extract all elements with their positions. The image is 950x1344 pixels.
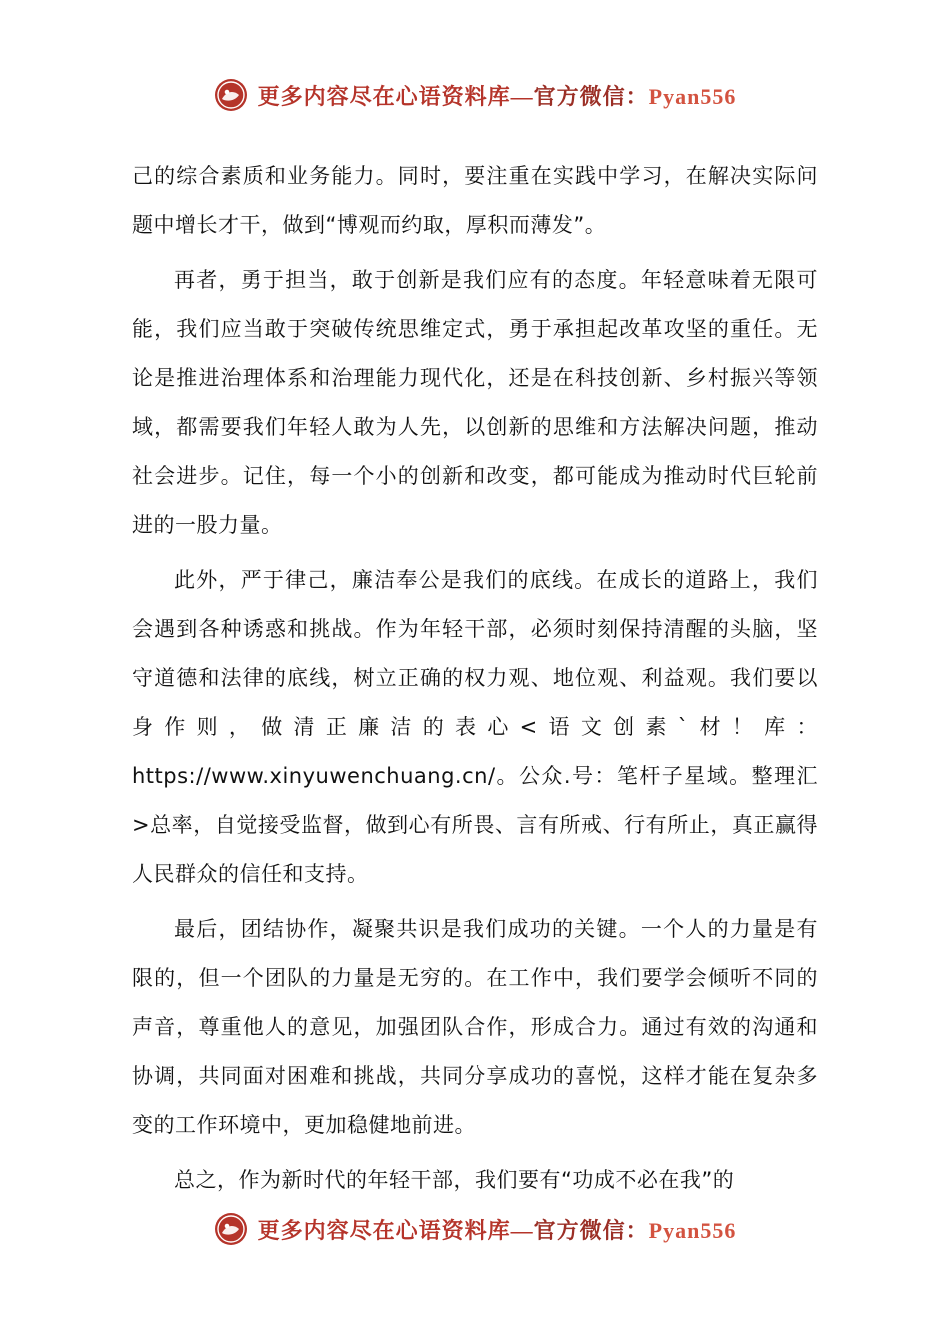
watermark-wechat-id: Pyan556: [648, 83, 737, 109]
paragraph-4: 最后，团结协作，凝聚共识是我们成功的关键。一个人的力量是有限的，但一个团队的力量是无穷的。在工作中，我们要学会倾听不同的声音，尊重他人的意见，加强团队合作，形成合力。通过有效的沟通和协调，共同面对困难和挑战，共同分享成功的喜悦，这样才能在复杂多变的工作环境中，更加稳健地前进。: [132, 917, 818, 1137]
watermark-bottom: [0, 1212, 950, 1246]
watermark-library-text: 更多内容尽在心语资料库—: [257, 83, 534, 109]
watermark-text: [258, 80, 737, 111]
seal-logo-icon: [214, 1212, 248, 1246]
watermark-text: [258, 1214, 737, 1245]
watermark-wechat-label: 官方微信：: [533, 83, 649, 109]
watermark-wechat-label: 官方微信：: [533, 1217, 649, 1243]
watermark-wechat-id: Pyan556: [648, 1217, 737, 1243]
paragraph-2: 再者，勇于担当，敢于创新是我们应有的态度。年轻意味着无限可能，我们应当敢于突破传统思维定式，勇于承担起改革攻坚的重任。无论是推进治理体系和治理能力现代化，还是在科技创新、乡村振兴等领域，都需要我们年轻人敢为人先，以创新的思维和方法解决问题，推动社会进步。记住，每一个小的创新和改变，都可能成为推动时代巨轮前进的一股力量。: [132, 268, 818, 537]
document-text-body: [132, 152, 818, 1211]
seal-logo-icon: [214, 78, 248, 112]
paragraph-5: 总之，作为新时代的年轻干部，我们要有“功成不必在我”的: [174, 1168, 735, 1192]
paragraph-1: 己的综合素质和业务能力。同时，要注重在实践中学习，在解决实际问题中增长才干，做到“博观而约取，厚积而薄发”。: [132, 164, 818, 237]
watermark-top: [0, 78, 950, 112]
paragraph-3: 此外，严于律己，廉洁奉公是我们的底线。在成长的道路上，我们会遇到各种诱惑和挑战。作为年轻干部，必须时刻保持清醒的头脑，坚守道德和法律的底线，树立正确的权力观、地位观、利益观。我们要以身作则，做清正廉洁的表心<语文创素`材！库：https://www.xinyuwenchuang.cn/。公众.号：笔杆子星域。整理汇>总率，自觉接受监督，做到心有所畏、言有所戒、行有所止，真正赢得人民群众的信任和支持。: [132, 568, 818, 886]
watermark-library-text: 更多内容尽在心语资料库—: [257, 1217, 534, 1243]
